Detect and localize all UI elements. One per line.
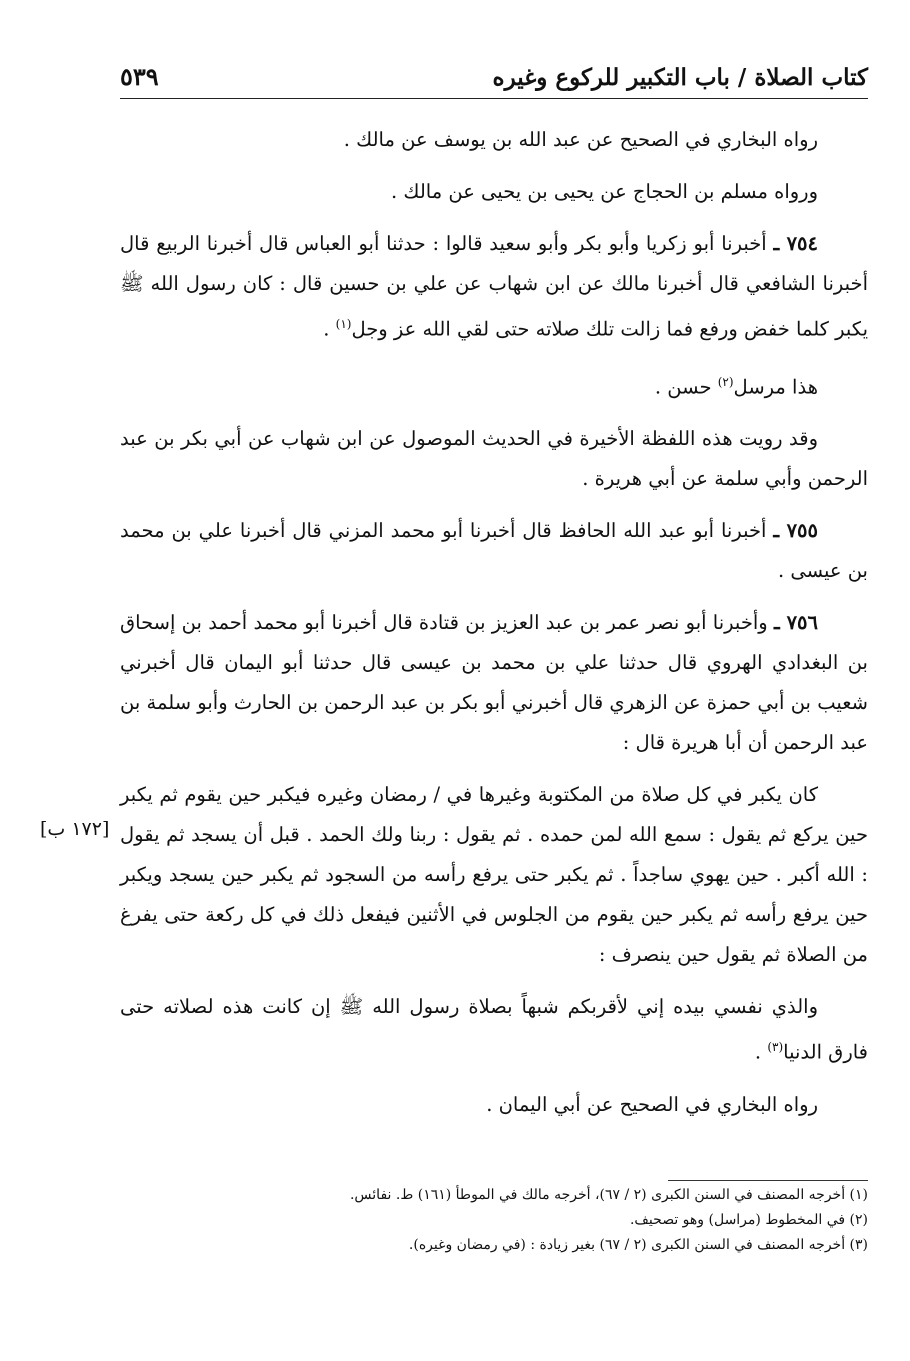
paragraph: [120, 362, 868, 408]
page-number: ٥٣٩: [120, 62, 159, 91]
manuscript-margin-note: [١٧٢ ب]: [40, 818, 110, 840]
footnotes: [120, 1183, 868, 1258]
footnote-3: (٣) أخرجه المصنف في السنن الكبرى (٢ / ٦٧) بغير زيادة : (في رمضان وغيره).: [408, 1237, 868, 1253]
hadith-755: [120, 511, 868, 591]
running-title: كتاب الصلاة / باب التكبير للركوع وغيره: [492, 64, 868, 91]
paragraph: [120, 775, 868, 975]
footnote-1: (١) أخرجه المصنف في السنن الكبرى (٢ / ٦٧)، أخرجه مالك في الموطأ (١٦١) ط. نفائس.: [349, 1187, 868, 1203]
paragraph-end: حسن .: [654, 375, 718, 398]
paragraph-text: كان يكبر في كل صلاة من المكتوبة وغيرها في / رمضان وغيره فيكبر حين يقوم ثم يكبر حين يركع ثم يقول : سمع الله لمن حمده . ثم يقول : ربنا ولك الحمد . قبل أن يسجد ثم يقول : الله أكبر . حين يهوي ساجداً . ثم يكبر حتى يرفع رأسه من السجود ثم يكبر حين يسجد ويكبر حين يرفع رأسه ثم يكبر حين يقوم من الجلوس في الأثنين فيفعل ذلك في كل ركعة حتى يفرغ من الصلاة ثم يقول حين ينصرف :: [120, 783, 868, 966]
paragraph-end: .: [323, 317, 336, 341]
paragraph-text: والذي نفسي بيده إني لأقربكم شبهاً بصلاة رسول الله ﷺ إن كانت هذه لصلاته حتى فارق الدنيا: [120, 995, 868, 1064]
page-header: [120, 58, 868, 99]
paragraph-text: رواه البخاري في الصحيح عن عبد الله بن يوسف عن مالك .: [343, 128, 818, 151]
hadith-number: ٧٥٥ ـ: [773, 519, 818, 542]
footnote-ref[interactable]: (١): [335, 317, 352, 331]
paragraph-text: وأخبرنا أبو نصر عمر بن عبد العزيز بن قتادة قال أخبرنا أبو محمد أحمد بن إسحاق بن البغدادي الهروي قال حدثنا علي بن محمد بن عيسى قال حدثنا أبو اليمان قال أخبرني شعيب بن أبي حمزة عن الزهري قال أخبرني أبو بكر بن عبد الرحمن بن الحارث وأبو سلمة بن عبد الرحمن أن أبا هريرة قال :: [120, 611, 868, 754]
paragraph-text: أخبرنا أبو عبد الله الحافظ قال أخبرنا أبو محمد المزني قال أخبرنا علي بن محمد بن عيسى .: [120, 519, 868, 582]
footnote-2: (٢) في المخطوط (مراسل) وهو تصحيف.: [629, 1212, 868, 1228]
paragraph-text: رواه البخاري في الصحيح عن أبي اليمان .: [486, 1092, 818, 1116]
paragraph: [120, 987, 868, 1073]
footnote-ref[interactable]: (٢): [717, 374, 734, 389]
hadith-number: ٧٥٤ ـ: [773, 232, 818, 255]
hadith-754: [120, 224, 868, 350]
paragraph-text: أخبرنا أبو زكريا وأبو بكر وأبو سعيد قالوا : حدثنا أبو العباس قال أخبرنا الربيع قال أخبرنا الشافعي قال أخبرنا مالك عن ابن شهاب عن علي بن حسين قال : كان رسول الله ﷺ يكبر كلما خفض ورفع فما زالت تلك صلاته حتى لقي الله عز وجل: [120, 232, 868, 341]
paragraph-text: وقد رويت هذه اللفظة الأخيرة في الحديث الموصول عن ابن شهاب عن أبي بكر بن عبد الرحمن وأبي سلمة عن أبي هريرة .: [120, 427, 868, 490]
paragraph-text: هذا مرسل: [733, 375, 818, 398]
paragraph: [120, 120, 868, 160]
footnote-ref[interactable]: (٣): [767, 1040, 784, 1054]
hadith-756: [120, 603, 868, 763]
main-text: [120, 120, 868, 1137]
paragraph: [120, 1085, 868, 1125]
paragraph: [120, 172, 868, 212]
paragraph-text: ورواه مسلم بن الحجاج عن يحيى بن يحيى عن مالك .: [391, 180, 818, 203]
paragraph-end: .: [754, 1040, 768, 1064]
hadith-number: ٧٥٦ ـ: [774, 611, 818, 634]
paragraph: [120, 419, 868, 499]
footnote-divider: [668, 1180, 868, 1181]
